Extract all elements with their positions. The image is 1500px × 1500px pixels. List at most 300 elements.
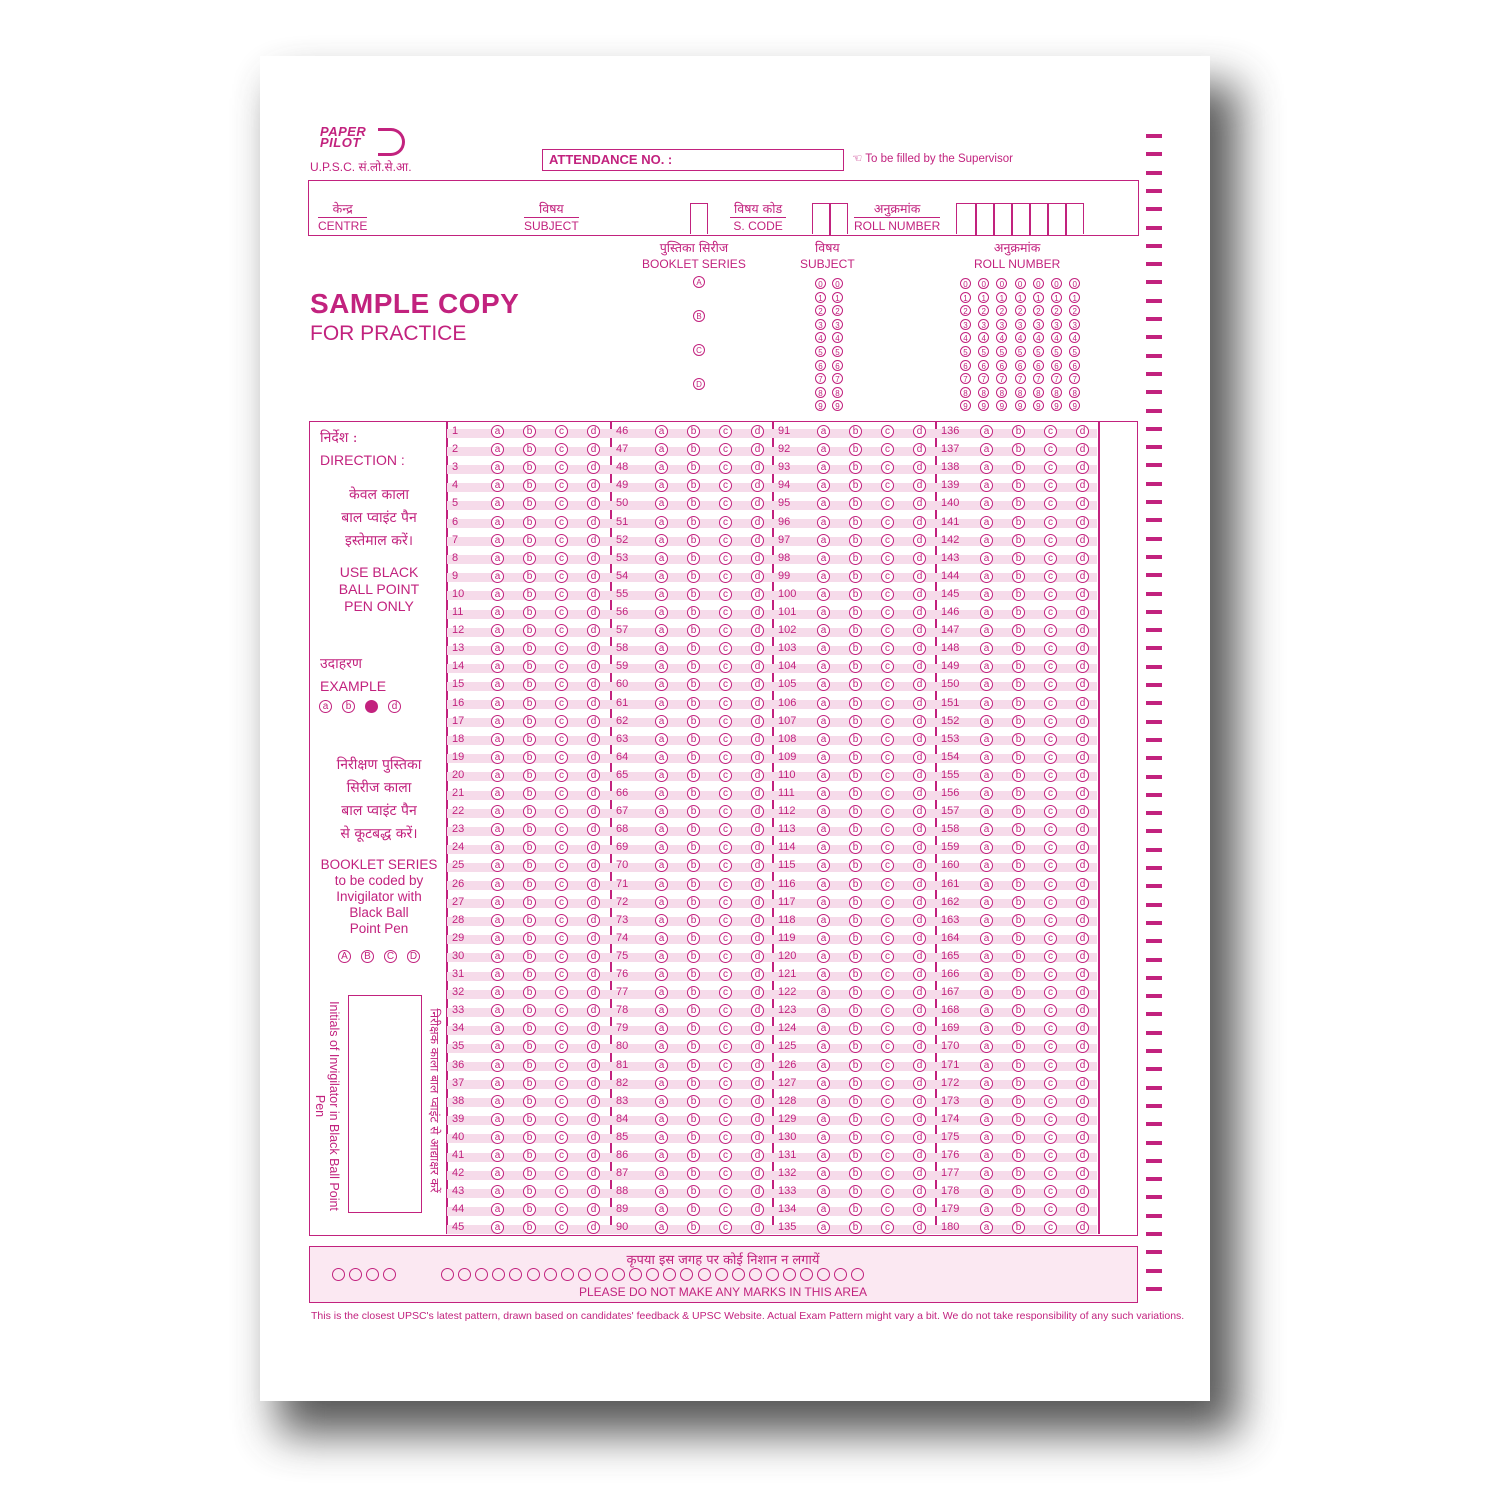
- roll-digit-bubble[interactable]: 1: [960, 292, 971, 303]
- answer-bubble-c[interactable]: c: [719, 950, 732, 963]
- answer-bubble-d[interactable]: d: [1076, 1131, 1089, 1144]
- subject-digit-bubble[interactable]: 7: [832, 373, 843, 384]
- invigilator-bubble-b[interactable]: B: [361, 950, 374, 963]
- answer-bubble-b[interactable]: b: [687, 479, 700, 492]
- answer-bubble-d[interactable]: d: [1076, 697, 1089, 710]
- answer-bubble-c[interactable]: c: [1044, 787, 1057, 800]
- answer-bubble-d[interactable]: d: [913, 642, 926, 655]
- answer-bubble-c[interactable]: c: [555, 715, 568, 728]
- answer-bubble-b[interactable]: b: [523, 1040, 536, 1053]
- answer-bubble-c[interactable]: c: [881, 461, 894, 474]
- answer-bubble-d[interactable]: d: [587, 733, 600, 746]
- answer-bubble-a[interactable]: a: [980, 660, 993, 673]
- answer-bubble-b[interactable]: b: [523, 1221, 536, 1234]
- answer-bubble-a[interactable]: a: [817, 859, 830, 872]
- answer-bubble-d[interactable]: d: [913, 1185, 926, 1198]
- answer-bubble-a[interactable]: a: [980, 878, 993, 891]
- answer-bubble-b[interactable]: b: [523, 1185, 536, 1198]
- answer-bubble-c[interactable]: c: [555, 1131, 568, 1144]
- roll-digit-bubble[interactable]: 9: [960, 400, 971, 411]
- answer-bubble-c[interactable]: c: [555, 1059, 568, 1072]
- answer-bubble-b[interactable]: b: [687, 932, 700, 945]
- answer-bubble-a[interactable]: a: [980, 479, 993, 492]
- answer-bubble-b[interactable]: b: [687, 878, 700, 891]
- answer-bubble-c[interactable]: c: [719, 1203, 732, 1216]
- scode-boxes[interactable]: [812, 203, 848, 234]
- answer-bubble-d[interactable]: d: [587, 1059, 600, 1072]
- answer-bubble-b[interactable]: b: [849, 1077, 862, 1090]
- answer-bubble-a[interactable]: a: [491, 1185, 504, 1198]
- answer-bubble-d[interactable]: d: [751, 588, 764, 601]
- answer-bubble-a[interactable]: a: [655, 479, 668, 492]
- answer-bubble-d[interactable]: d: [913, 1131, 926, 1144]
- answer-bubble-a[interactable]: a: [655, 1185, 668, 1198]
- answer-bubble-c[interactable]: c: [555, 950, 568, 963]
- answer-bubble-b[interactable]: b: [687, 823, 700, 836]
- roll-digit-bubble[interactable]: 8: [1033, 387, 1044, 398]
- answer-bubble-c[interactable]: c: [719, 642, 732, 655]
- answer-bubble-d[interactable]: d: [1076, 769, 1089, 782]
- answer-bubble-c[interactable]: c: [555, 986, 568, 999]
- answer-bubble-d[interactable]: d: [1076, 733, 1089, 746]
- answer-bubble-b[interactable]: b: [1012, 805, 1025, 818]
- answer-bubble-a[interactable]: a: [980, 733, 993, 746]
- answer-bubble-a[interactable]: a: [980, 823, 993, 836]
- answer-bubble-c[interactable]: c: [719, 1022, 732, 1035]
- roll-digit-bubble[interactable]: 4: [996, 332, 1007, 343]
- answer-bubble-c[interactable]: c: [881, 1022, 894, 1035]
- answer-bubble-c[interactable]: c: [719, 1004, 732, 1017]
- answer-bubble-c[interactable]: c: [719, 932, 732, 945]
- answer-bubble-c[interactable]: c: [555, 841, 568, 854]
- answer-bubble-c[interactable]: c: [555, 1167, 568, 1180]
- answer-bubble-c[interactable]: c: [719, 878, 732, 891]
- answer-bubble-a[interactable]: a: [491, 1095, 504, 1108]
- answer-bubble-b[interactable]: b: [523, 606, 536, 619]
- answer-bubble-b[interactable]: b: [849, 1040, 862, 1053]
- answer-bubble-d[interactable]: d: [913, 1149, 926, 1162]
- roll-digit-bubble[interactable]: 2: [1069, 305, 1080, 316]
- roll-digit-bubble[interactable]: 5: [996, 346, 1007, 357]
- answer-bubble-a[interactable]: a: [491, 443, 504, 456]
- answer-bubble-b[interactable]: b: [523, 497, 536, 510]
- roll-digit-bubble[interactable]: 8: [996, 387, 1007, 398]
- roll-digit-bubble[interactable]: 1: [1033, 292, 1044, 303]
- answer-bubble-a[interactable]: a: [655, 443, 668, 456]
- answer-bubble-c[interactable]: c: [555, 588, 568, 601]
- answer-bubble-c[interactable]: c: [719, 968, 732, 981]
- roll-digit-bubble[interactable]: 8: [1069, 387, 1080, 398]
- answer-bubble-b[interactable]: b: [849, 1149, 862, 1162]
- answer-bubble-d[interactable]: d: [1076, 1221, 1089, 1234]
- answer-bubble-d[interactable]: d: [751, 642, 764, 655]
- answer-bubble-b[interactable]: b: [523, 1004, 536, 1017]
- answer-bubble-a[interactable]: a: [817, 516, 830, 529]
- answer-bubble-c[interactable]: c: [1044, 715, 1057, 728]
- answer-bubble-c[interactable]: c: [1044, 968, 1057, 981]
- answer-bubble-c[interactable]: c: [555, 1185, 568, 1198]
- answer-bubble-b[interactable]: b: [523, 1022, 536, 1035]
- answer-bubble-a[interactable]: a: [491, 1059, 504, 1072]
- answer-bubble-d[interactable]: d: [1076, 823, 1089, 836]
- answer-bubble-c[interactable]: c: [881, 497, 894, 510]
- answer-bubble-b[interactable]: b: [687, 1004, 700, 1017]
- answer-bubble-a[interactable]: a: [817, 624, 830, 637]
- answer-bubble-a[interactable]: a: [817, 1077, 830, 1090]
- answer-bubble-c[interactable]: c: [555, 697, 568, 710]
- answer-bubble-d[interactable]: d: [1076, 787, 1089, 800]
- answer-bubble-c[interactable]: c: [555, 1149, 568, 1162]
- answer-bubble-d[interactable]: d: [913, 968, 926, 981]
- answer-bubble-a[interactable]: a: [980, 1113, 993, 1126]
- answer-bubble-c[interactable]: c: [1044, 1004, 1057, 1017]
- booklet-series-bubble-b[interactable]: B: [693, 310, 705, 322]
- answer-bubble-d[interactable]: d: [587, 425, 600, 438]
- answer-bubble-c[interactable]: c: [1044, 805, 1057, 818]
- answer-bubble-b[interactable]: b: [1012, 751, 1025, 764]
- answer-bubble-d[interactable]: d: [913, 769, 926, 782]
- answer-bubble-b[interactable]: b: [1012, 1167, 1025, 1180]
- answer-bubble-b[interactable]: b: [687, 552, 700, 565]
- answer-bubble-b[interactable]: b: [523, 1131, 536, 1144]
- answer-bubble-a[interactable]: a: [655, 660, 668, 673]
- answer-bubble-d[interactable]: d: [913, 1022, 926, 1035]
- answer-bubble-c[interactable]: c: [719, 715, 732, 728]
- answer-bubble-c[interactable]: c: [881, 1004, 894, 1017]
- answer-bubble-b[interactable]: b: [1012, 841, 1025, 854]
- answer-bubble-d[interactable]: d: [751, 443, 764, 456]
- roll-digit-bubble[interactable]: 2: [1033, 305, 1044, 316]
- answer-bubble-a[interactable]: a: [491, 497, 504, 510]
- answer-bubble-d[interactable]: d: [587, 986, 600, 999]
- answer-bubble-a[interactable]: a: [655, 715, 668, 728]
- answer-bubble-b[interactable]: b: [1012, 859, 1025, 872]
- answer-bubble-b[interactable]: b: [523, 678, 536, 691]
- answer-bubble-d[interactable]: d: [1076, 859, 1089, 872]
- answer-bubble-a[interactable]: a: [980, 1131, 993, 1144]
- answer-bubble-d[interactable]: d: [751, 950, 764, 963]
- answer-bubble-a[interactable]: a: [817, 914, 830, 927]
- answer-bubble-d[interactable]: d: [751, 1059, 764, 1072]
- subject-digit-bubble[interactable]: 8: [832, 387, 843, 398]
- answer-bubble-a[interactable]: a: [980, 534, 993, 547]
- answer-bubble-b[interactable]: b: [849, 968, 862, 981]
- answer-bubble-d[interactable]: d: [1076, 1022, 1089, 1035]
- answer-bubble-d[interactable]: d: [913, 660, 926, 673]
- roll-digit-bubble[interactable]: 7: [978, 373, 989, 384]
- answer-bubble-d[interactable]: d: [587, 660, 600, 673]
- answer-bubble-b[interactable]: b: [849, 697, 862, 710]
- roll-digit-bubble[interactable]: 5: [960, 346, 971, 357]
- answer-bubble-b[interactable]: b: [1012, 1077, 1025, 1090]
- answer-bubble-c[interactable]: c: [719, 588, 732, 601]
- answer-bubble-a[interactable]: a: [491, 479, 504, 492]
- answer-bubble-b[interactable]: b: [523, 642, 536, 655]
- roll-digit-bubble[interactable]: 0: [960, 278, 971, 289]
- answer-bubble-d[interactable]: d: [587, 1131, 600, 1144]
- answer-bubble-d[interactable]: d: [1076, 950, 1089, 963]
- answer-bubble-b[interactable]: b: [849, 859, 862, 872]
- answer-bubble-a[interactable]: a: [980, 624, 993, 637]
- answer-bubble-d[interactable]: d: [751, 678, 764, 691]
- answer-bubble-c[interactable]: c: [719, 841, 732, 854]
- answer-bubble-c[interactable]: c: [1044, 624, 1057, 637]
- roll-digit-bubble[interactable]: 4: [1051, 332, 1062, 343]
- answer-bubble-b[interactable]: b: [849, 443, 862, 456]
- subject-digit-bubble[interactable]: 7: [815, 373, 826, 384]
- answer-bubble-a[interactable]: a: [817, 1095, 830, 1108]
- answer-bubble-b[interactable]: b: [687, 751, 700, 764]
- roll-digit-bubble[interactable]: 3: [1015, 319, 1026, 330]
- answer-bubble-b[interactable]: b: [523, 1203, 536, 1216]
- answer-bubble-c[interactable]: c: [1044, 1113, 1057, 1126]
- roll-digit-bubble[interactable]: 3: [978, 319, 989, 330]
- answer-bubble-b[interactable]: b: [1012, 878, 1025, 891]
- answer-bubble-d[interactable]: d: [751, 733, 764, 746]
- roll-digit-bubble[interactable]: 3: [996, 319, 1007, 330]
- answer-bubble-c[interactable]: c: [881, 1077, 894, 1090]
- answer-bubble-b[interactable]: b: [687, 678, 700, 691]
- roll-digit-bubble[interactable]: 2: [1051, 305, 1062, 316]
- answer-bubble-a[interactable]: a: [817, 968, 830, 981]
- answer-bubble-a[interactable]: a: [817, 932, 830, 945]
- answer-bubble-c[interactable]: c: [881, 552, 894, 565]
- roll-digit-bubble[interactable]: 2: [1015, 305, 1026, 316]
- answer-bubble-d[interactable]: d: [1076, 1095, 1089, 1108]
- answer-bubble-a[interactable]: a: [980, 986, 993, 999]
- answer-bubble-a[interactable]: a: [655, 769, 668, 782]
- answer-bubble-c[interactable]: c: [719, 443, 732, 456]
- answer-bubble-a[interactable]: a: [491, 968, 504, 981]
- answer-bubble-c[interactable]: c: [719, 805, 732, 818]
- roll-digit-bubble[interactable]: 5: [1033, 346, 1044, 357]
- answer-bubble-d[interactable]: d: [913, 841, 926, 854]
- answer-bubble-b[interactable]: b: [523, 805, 536, 818]
- roll-digit-bubble[interactable]: 2: [960, 305, 971, 316]
- answer-bubble-b[interactable]: b: [1012, 950, 1025, 963]
- answer-bubble-c[interactable]: c: [1044, 552, 1057, 565]
- answer-bubble-a[interactable]: a: [817, 697, 830, 710]
- answer-bubble-c[interactable]: c: [881, 443, 894, 456]
- answer-bubble-c[interactable]: c: [1044, 1149, 1057, 1162]
- answer-bubble-a[interactable]: a: [980, 1059, 993, 1072]
- answer-bubble-b[interactable]: b: [1012, 1113, 1025, 1126]
- answer-bubble-a[interactable]: a: [491, 769, 504, 782]
- answer-bubble-a[interactable]: a: [817, 425, 830, 438]
- answer-bubble-c[interactable]: c: [719, 751, 732, 764]
- answer-bubble-c[interactable]: c: [719, 678, 732, 691]
- answer-bubble-b[interactable]: b: [687, 660, 700, 673]
- answer-bubble-b[interactable]: b: [849, 841, 862, 854]
- roll-digit-bubble[interactable]: 7: [960, 373, 971, 384]
- answer-bubble-a[interactable]: a: [655, 1059, 668, 1072]
- answer-bubble-c[interactable]: c: [719, 552, 732, 565]
- answer-bubble-c[interactable]: c: [1044, 1167, 1057, 1180]
- answer-bubble-a[interactable]: a: [655, 461, 668, 474]
- answer-bubble-a[interactable]: a: [655, 1022, 668, 1035]
- answer-bubble-c[interactable]: c: [555, 914, 568, 927]
- roll-digit-bubble[interactable]: 0: [1033, 278, 1044, 289]
- answer-bubble-b[interactable]: b: [523, 1095, 536, 1108]
- answer-bubble-d[interactable]: d: [751, 896, 764, 909]
- answer-bubble-b[interactable]: b: [1012, 787, 1025, 800]
- roll-digit-bubble[interactable]: 4: [960, 332, 971, 343]
- answer-bubble-c[interactable]: c: [881, 516, 894, 529]
- answer-bubble-d[interactable]: d: [751, 534, 764, 547]
- answer-bubble-d[interactable]: d: [1076, 516, 1089, 529]
- roll-digit-bubble[interactable]: 7: [996, 373, 1007, 384]
- roll-digit-bubble[interactable]: 4: [1069, 332, 1080, 343]
- roll-digit-bubble[interactable]: 9: [1069, 400, 1080, 411]
- answer-bubble-d[interactable]: d: [587, 1113, 600, 1126]
- answer-bubble-a[interactable]: a: [980, 516, 993, 529]
- answer-bubble-c[interactable]: c: [1044, 443, 1057, 456]
- answer-bubble-d[interactable]: d: [751, 497, 764, 510]
- answer-bubble-c[interactable]: c: [555, 859, 568, 872]
- answer-bubble-b[interactable]: b: [849, 751, 862, 764]
- answer-bubble-d[interactable]: d: [751, 787, 764, 800]
- answer-bubble-b[interactable]: b: [849, 914, 862, 927]
- answer-bubble-a[interactable]: a: [980, 606, 993, 619]
- answer-bubble-c[interactable]: c: [881, 1221, 894, 1234]
- answer-bubble-a[interactable]: a: [655, 1077, 668, 1090]
- answer-bubble-b[interactable]: b: [687, 1077, 700, 1090]
- answer-bubble-d[interactable]: d: [587, 805, 600, 818]
- answer-bubble-c[interactable]: c: [555, 606, 568, 619]
- answer-bubble-b[interactable]: b: [687, 697, 700, 710]
- answer-bubble-b[interactable]: b: [1012, 516, 1025, 529]
- answer-bubble-a[interactable]: a: [817, 1022, 830, 1035]
- answer-bubble-d[interactable]: d: [587, 624, 600, 637]
- answer-bubble-b[interactable]: b: [687, 624, 700, 637]
- answer-bubble-a[interactable]: a: [980, 914, 993, 927]
- answer-bubble-d[interactable]: d: [751, 1077, 764, 1090]
- answer-bubble-a[interactable]: a: [491, 1040, 504, 1053]
- answer-bubble-b[interactable]: b: [1012, 1022, 1025, 1035]
- answer-bubble-c[interactable]: c: [1044, 642, 1057, 655]
- subject-digit-bubble[interactable]: 2: [832, 305, 843, 316]
- answer-bubble-c[interactable]: c: [555, 642, 568, 655]
- answer-bubble-b[interactable]: b: [849, 986, 862, 999]
- answer-bubble-d[interactable]: d: [1076, 841, 1089, 854]
- answer-bubble-b[interactable]: b: [523, 461, 536, 474]
- answer-bubble-a[interactable]: a: [980, 1185, 993, 1198]
- answer-bubble-a[interactable]: a: [491, 986, 504, 999]
- answer-bubble-d[interactable]: d: [1076, 1149, 1089, 1162]
- answer-bubble-d[interactable]: d: [1076, 425, 1089, 438]
- answer-bubble-a[interactable]: a: [655, 823, 668, 836]
- answer-bubble-c[interactable]: c: [719, 896, 732, 909]
- answer-bubble-c[interactable]: c: [881, 823, 894, 836]
- answer-bubble-d[interactable]: d: [1076, 1167, 1089, 1180]
- answer-bubble-c[interactable]: c: [555, 624, 568, 637]
- answer-bubble-c[interactable]: c: [1044, 425, 1057, 438]
- answer-bubble-b[interactable]: b: [849, 1004, 862, 1017]
- answer-bubble-c[interactable]: c: [881, 624, 894, 637]
- answer-bubble-a[interactable]: a: [817, 534, 830, 547]
- roll-digit-bubble[interactable]: 8: [960, 387, 971, 398]
- answer-bubble-d[interactable]: d: [751, 932, 764, 945]
- roll-digit-bubble[interactable]: 4: [978, 332, 989, 343]
- answer-bubble-a[interactable]: a: [491, 733, 504, 746]
- answer-bubble-a[interactable]: a: [817, 1221, 830, 1234]
- answer-bubble-c[interactable]: c: [881, 1059, 894, 1072]
- answer-bubble-c[interactable]: c: [1044, 660, 1057, 673]
- answer-bubble-d[interactable]: d: [751, 1203, 764, 1216]
- answer-bubble-c[interactable]: c: [719, 534, 732, 547]
- answer-bubble-d[interactable]: d: [751, 1113, 764, 1126]
- roll-digit-bubble[interactable]: 6: [960, 360, 971, 371]
- answer-bubble-c[interactable]: c: [555, 1113, 568, 1126]
- subject-digit-bubble[interactable]: 0: [832, 278, 843, 289]
- answer-bubble-c[interactable]: c: [719, 1095, 732, 1108]
- answer-bubble-a[interactable]: a: [817, 769, 830, 782]
- answer-bubble-b[interactable]: b: [687, 715, 700, 728]
- answer-bubble-a[interactable]: a: [655, 1149, 668, 1162]
- answer-bubble-a[interactable]: a: [491, 642, 504, 655]
- answer-bubble-c[interactable]: c: [1044, 823, 1057, 836]
- answer-bubble-a[interactable]: a: [491, 588, 504, 601]
- answer-bubble-a[interactable]: a: [491, 678, 504, 691]
- answer-bubble-b[interactable]: b: [687, 1022, 700, 1035]
- answer-bubble-a[interactable]: a: [817, 1040, 830, 1053]
- answer-bubble-a[interactable]: a: [655, 642, 668, 655]
- answer-bubble-b[interactable]: b: [1012, 1221, 1025, 1234]
- answer-bubble-c[interactable]: c: [1044, 1131, 1057, 1144]
- roll-digit-bubble[interactable]: 0: [996, 278, 1007, 289]
- answer-bubble-c[interactable]: c: [881, 606, 894, 619]
- subject-digit-bubble[interactable]: 1: [832, 292, 843, 303]
- answer-bubble-b[interactable]: b: [1012, 1203, 1025, 1216]
- answer-bubble-d[interactable]: d: [913, 1221, 926, 1234]
- answer-bubble-d[interactable]: d: [751, 841, 764, 854]
- answer-bubble-c[interactable]: c: [881, 932, 894, 945]
- answer-bubble-b[interactable]: b: [849, 588, 862, 601]
- answer-bubble-d[interactable]: d: [913, 715, 926, 728]
- answer-bubble-b[interactable]: b: [687, 570, 700, 583]
- answer-bubble-d[interactable]: d: [913, 606, 926, 619]
- answer-bubble-d[interactable]: d: [587, 1077, 600, 1090]
- answer-bubble-d[interactable]: d: [587, 443, 600, 456]
- answer-bubble-c[interactable]: c: [555, 660, 568, 673]
- answer-bubble-b[interactable]: b: [687, 914, 700, 927]
- answer-bubble-b[interactable]: b: [687, 968, 700, 981]
- answer-bubble-d[interactable]: d: [1076, 986, 1089, 999]
- answer-bubble-d[interactable]: d: [751, 1149, 764, 1162]
- answer-bubble-d[interactable]: d: [913, 1095, 926, 1108]
- answer-bubble-d[interactable]: d: [913, 678, 926, 691]
- answer-bubble-d[interactable]: d: [913, 697, 926, 710]
- subject-digit-bubble[interactable]: 0: [815, 278, 826, 289]
- answer-bubble-a[interactable]: a: [980, 1167, 993, 1180]
- answer-bubble-a[interactable]: a: [655, 425, 668, 438]
- answer-bubble-d[interactable]: d: [751, 914, 764, 927]
- answer-bubble-d[interactable]: d: [913, 896, 926, 909]
- roll-digit-bubble[interactable]: 5: [1015, 346, 1026, 357]
- answer-bubble-c[interactable]: c: [881, 896, 894, 909]
- answer-bubble-d[interactable]: d: [587, 1185, 600, 1198]
- answer-bubble-d[interactable]: d: [587, 479, 600, 492]
- answer-bubble-b[interactable]: b: [1012, 1059, 1025, 1072]
- answer-bubble-b[interactable]: b: [849, 1022, 862, 1035]
- answer-bubble-d[interactable]: d: [913, 950, 926, 963]
- answer-bubble-d[interactable]: d: [913, 570, 926, 583]
- answer-bubble-d[interactable]: d: [587, 859, 600, 872]
- answer-bubble-a[interactable]: a: [491, 914, 504, 927]
- answer-bubble-b[interactable]: b: [523, 715, 536, 728]
- answer-bubble-b[interactable]: b: [523, 787, 536, 800]
- answer-bubble-a[interactable]: a: [491, 534, 504, 547]
